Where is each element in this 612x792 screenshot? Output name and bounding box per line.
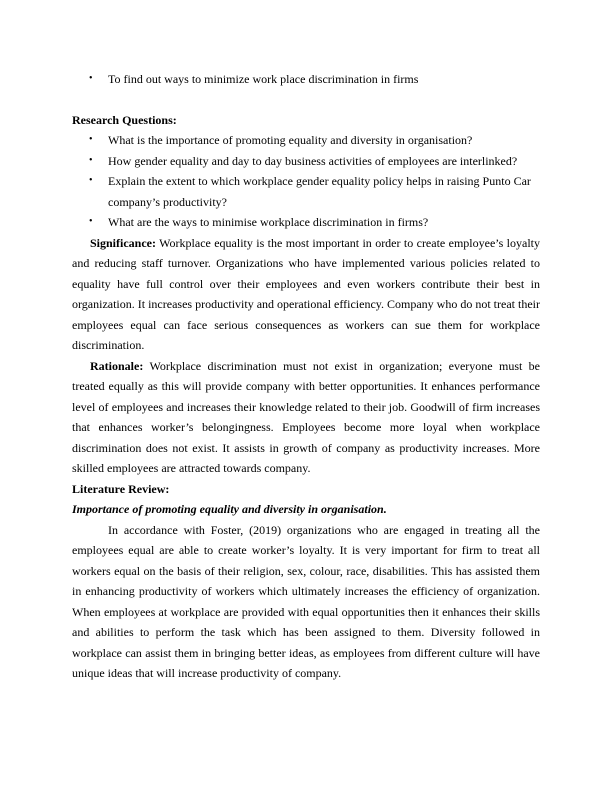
list-item bbox=[72, 212, 540, 233]
rationale-label: Rationale: bbox=[90, 358, 144, 373]
literature-review-heading: Literature Review: bbox=[72, 481, 170, 496]
literature-review-paragraph: In accordance with Foster, (2019) organizations who are engaged in treating all the employees equal are able to create worker’s loyalty. It is very important for firm to treat all workers equal on the basis of their religion, sex, colour, race, disabilities. This has assisted them in enhancing productivity of workers which ultimately increases the efficiency of organization. When employees at workplace are provided with equal opportunities then it enhances their skills and abilities to perform the task which has been assigned to them. Diversity followed in workplace can assist them in bringing better ideas, as employees from different culture will have unique ideas that will increase productivity of company. bbox=[72, 522, 540, 680]
literature-review-subheading: Importance of promoting equality and diversity in organisation. bbox=[72, 502, 387, 516]
bullet-icon: • bbox=[89, 134, 93, 145]
bullet-icon: • bbox=[89, 154, 93, 166]
significance-label: Significance: bbox=[90, 235, 156, 250]
rationale-text: Workplace discrimination must not exist in organization; everyone must be treated equally as this will provide company with better opportunities. It enhances performance level of employees and increases their knowledge related to their job. Goodwill of firm increases that enhances worker’s belongingness. Employees become more loyal when workplace discrimination does not exist. It assists in growth of company as productivity increases. More skilled employees are attracted towards company. bbox=[72, 358, 540, 475]
bullet-icon: • bbox=[89, 73, 93, 84]
list-item-text: What are the ways to minimise workplace discrimination in firms? bbox=[108, 215, 429, 229]
page-content bbox=[72, 69, 540, 684]
research-questions-heading: Research Questions: bbox=[72, 112, 177, 127]
list-item-text: What is the importance of promoting equality and diversity in organisation? bbox=[108, 133, 473, 147]
bullet-icon: • bbox=[89, 216, 93, 227]
list-item bbox=[72, 151, 540, 172]
list-item bbox=[72, 171, 540, 212]
list-item bbox=[72, 69, 540, 90]
list-item-text: How gender equality and day to day business activities of employees are interlinked? bbox=[108, 153, 518, 168]
objectives-list bbox=[72, 69, 540, 90]
list-item-text: Explain the extent to which workplace gender equality policy helps in raising Punto Car company’s productivity? bbox=[108, 174, 531, 209]
list-item-text: To find out ways to minimize work place discrimination in firms bbox=[108, 72, 419, 86]
rationale-paragraph bbox=[72, 356, 540, 479]
research-questions-list bbox=[72, 130, 540, 233]
significance-text: Workplace equality is the most important in order to create employee’s loyalty and reducing staff turnover. Organizations who have implemented various policies related to equality have full control over their employees and even workers contribute their best in organization. It increases productivity and operational efficiency. Company who do not treat their employees equal can face serious consequences as workers can sue them for workplace discrimination. bbox=[72, 235, 540, 352]
list-item bbox=[72, 130, 540, 151]
spacer bbox=[72, 90, 540, 110]
significance-paragraph bbox=[72, 233, 540, 356]
bullet-icon: • bbox=[89, 175, 93, 186]
